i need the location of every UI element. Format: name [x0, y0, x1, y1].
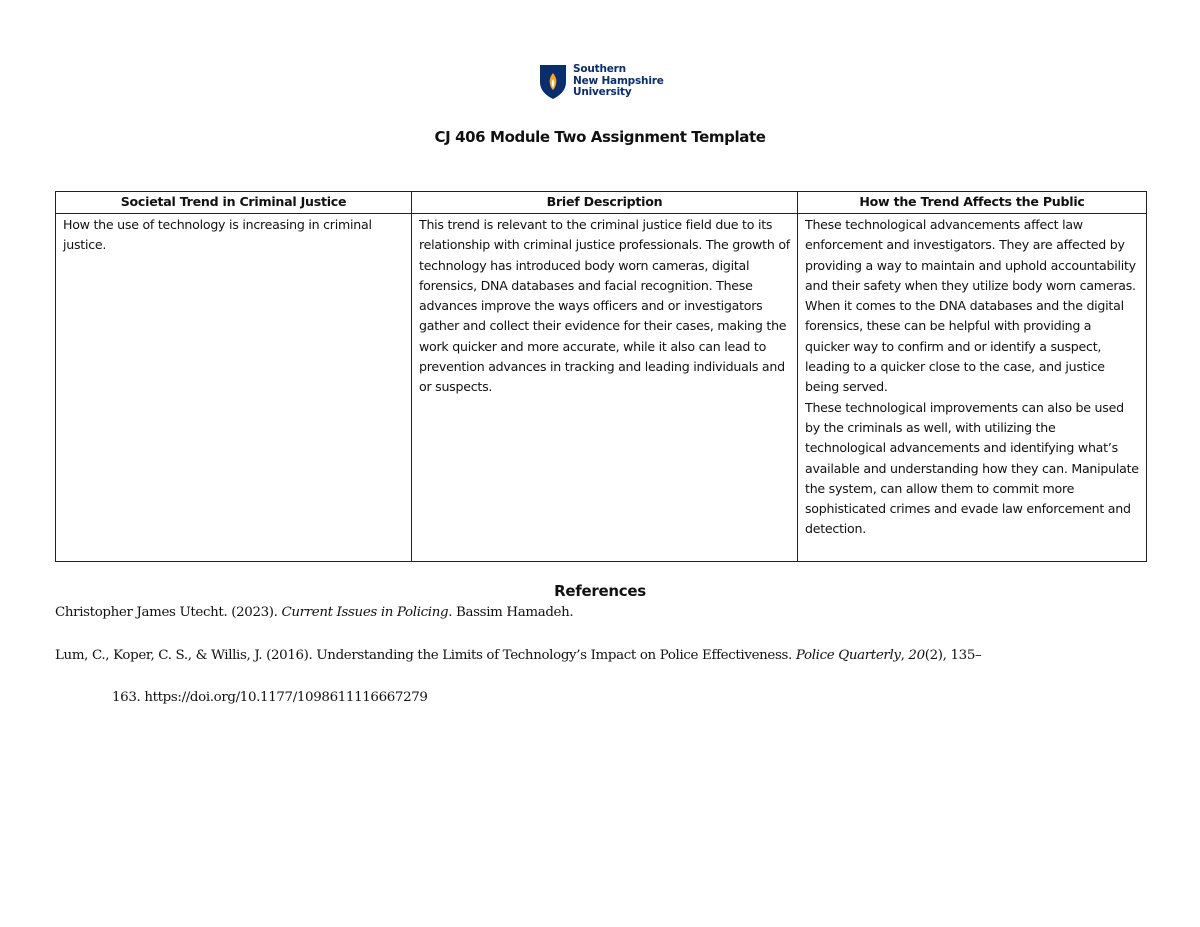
- reference-2-issue-pages: (2), 135–: [924, 648, 982, 663]
- trend-table: [55, 191, 1147, 562]
- reference-2-volume: 20: [908, 648, 925, 663]
- cell-trend: [56, 214, 412, 562]
- shield-flame-icon: [539, 64, 567, 100]
- reference-1-publisher: . Bassim Hamadeh.: [448, 605, 574, 620]
- header-societal-trend: Societal Trend in Criminal Justice: [56, 192, 412, 214]
- logo-wordmark: [573, 64, 664, 99]
- reference-2-separator: ,: [900, 648, 909, 663]
- effects-paragraph-1: These technological advancements affect law enforcement and investigators. They are affected by providing a way to maintain and uphold accountability and their safety when they utilize body worn cameras. When it comes to the DNA databases and the digital forensics, these can be helpful with providing a quicker way to confirm and or identify a suspect, leading to a quicker close to the case, and justice being served.: [805, 217, 1136, 395]
- references-heading: References: [554, 582, 646, 600]
- effects-paragraph-2: These technological improvements can also be used by the criminals as well, with utilizing the technological advancements and identifying what’s available and understanding how they can. Manipulate the system, can allow them to commit more sophisticated crimes and evade law enforcement and detection.: [805, 399, 1139, 537]
- document-title: CJ 406 Module Two Assignment Template: [434, 128, 766, 146]
- reference-2-authors-title: Lum, C., Koper, C. S., & Willis, J. (2016). Understanding the Limits of Technology’s Impact on Police Effectiveness.: [55, 648, 796, 663]
- reference-2-continuation: 163. https://doi.org/10.1177/1098611116667279: [112, 690, 428, 705]
- table-row: [56, 214, 1147, 562]
- cell-description: [412, 214, 798, 562]
- trend-text: How the use of technology is increasing in criminal justice.: [63, 217, 372, 253]
- reference-2: [55, 648, 981, 663]
- header-public-effect: How the Trend Affects the Public: [798, 192, 1147, 214]
- reference-1: [55, 605, 573, 620]
- logo-line-3: University: [573, 86, 632, 98]
- reference-2-journal: Police Quarterly: [795, 648, 901, 663]
- header-brief-description: Brief Description: [412, 192, 798, 214]
- reference-1-authors: Christopher James Utecht. (2023).: [55, 605, 282, 620]
- description-text: This trend is relevant to the criminal justice field due to its relationship with criminal justice professionals. The growth of technology has introduced body worn cameras, digital forensics, DNA databases and facial recognition. These advances improve the ways officers and or investigators gather and collect their evidence for their cases, making the work quicker and more accurate, while it also can lead to prevention advances in tracking and leading individuals and or suspects.: [419, 217, 790, 395]
- cell-effects: [798, 214, 1147, 562]
- logo-line-2: New Hampshire: [573, 74, 664, 87]
- university-logo: [539, 64, 664, 100]
- reference-1-title: Current Issues in Policing: [281, 605, 449, 620]
- logo-line-1: Southern: [573, 63, 626, 75]
- table-header-row: [56, 192, 1147, 214]
